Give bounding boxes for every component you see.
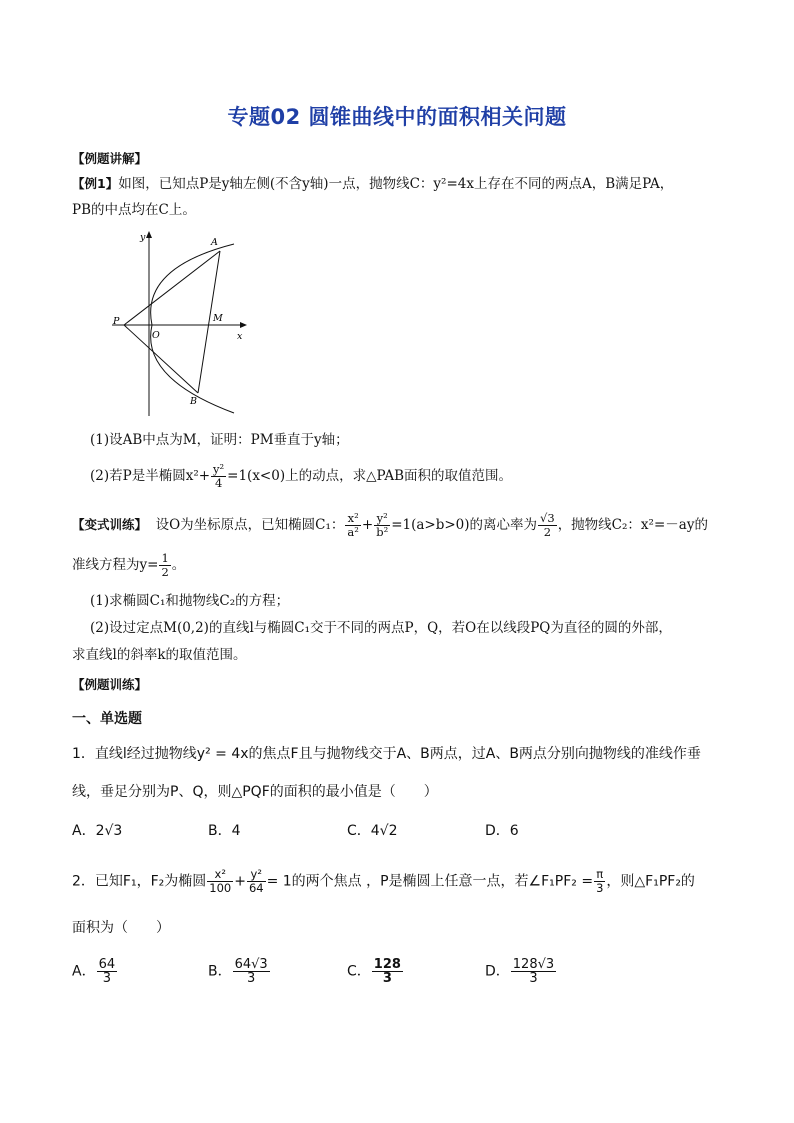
example1-q2-post: =1(x<0)上的动点，求△PAB面积的取值范围。 [227, 468, 513, 484]
point-B-label: B [190, 396, 197, 407]
fraction-pi-3 [594, 868, 605, 895]
point-M-label: M [213, 313, 223, 324]
plus-sign: + [234, 873, 246, 890]
fraction-y2-over-4 [211, 463, 226, 490]
frac-den: b² [376, 525, 389, 539]
section-example-explain: 【例题讲解】 [72, 151, 148, 166]
x-axis-label: x [237, 331, 243, 342]
variant-q1: (1)求椭圆C₁和抛物线C₂的方程； [90, 593, 290, 609]
q2-option-d [485, 958, 557, 985]
variant-line2 [72, 552, 185, 579]
point-P-label: P [113, 316, 120, 327]
frac-num: x² [207, 868, 233, 882]
point-A-label: A [211, 237, 218, 248]
option-label: A． [72, 963, 96, 980]
variant-l1-pre: 设O为坐标原点，已知椭圆C₁： [155, 517, 345, 533]
q2-option-a [72, 958, 118, 985]
frac-num: 128 [373, 957, 401, 972]
example1-q2 [90, 463, 512, 490]
example1-q1: (1)设AB中点为M，证明：PM垂直于y轴； [90, 432, 349, 448]
frac-num: π [594, 868, 605, 882]
frac-num: 1 [161, 551, 169, 565]
frac-den: 3 [102, 971, 111, 986]
frac-den: 100 [209, 881, 232, 895]
fraction-x2-100 [207, 868, 233, 895]
frac-num: x² [345, 512, 360, 526]
q2-line2: 面积为（ ） [72, 920, 170, 936]
frac-den: 2 [543, 525, 552, 539]
example1-label: 【例1】 [72, 176, 119, 191]
fraction-y2-64 [247, 868, 266, 895]
variant-q2b: 求直线l的斜率k的取值范围。 [72, 647, 247, 663]
option-label: D． [485, 963, 510, 980]
frac-den: 3 [382, 971, 392, 986]
x-axis-arrow [240, 322, 247, 328]
q1-line1: 1．直线l经过抛物线y² = 4x的焦点F且与抛物线交于A、B两点，过A、B两点分别向抛物线的准线作垂 [72, 746, 701, 762]
example1-q2-pre: (2)若P是半椭圆x²+ [90, 468, 211, 484]
segment-PA [124, 251, 220, 325]
q2-l1-pre: 2．已知F₁，F₂为椭圆 [72, 873, 207, 890]
frac-num: 128√3 [512, 957, 555, 972]
option-fraction [233, 958, 270, 985]
q2-option-b [208, 958, 271, 985]
frac-den: 3 [529, 971, 538, 986]
example1-text1: 如图，已知点P是y轴左侧(不含y轴)一点，抛物线C：y²=4x上存在不同的两点A，B满足PA， [118, 176, 674, 192]
frac-den: 4 [214, 476, 223, 490]
fraction-x2-a2 [345, 512, 360, 539]
frac-den: 2 [161, 565, 169, 579]
frac-den: 3 [596, 881, 604, 895]
q2-l1-post: ，则△F₁PF₂的 [606, 873, 695, 890]
example1-line2: PB的中点均在C上。 [72, 202, 196, 218]
variant-l2-pre: 准线方程为y= [72, 557, 159, 573]
q1-option-b: B．4 [208, 823, 241, 839]
plus-sign: + [361, 517, 374, 533]
q1-option-c: C．4√2 [347, 823, 398, 839]
y-axis-label: y [140, 232, 146, 243]
variant-line1 [72, 512, 708, 539]
frac-num: √3 [540, 511, 555, 525]
variant-q2a: (2)设过定点M(0,2)的直线l与椭圆C₁交于不同的两点P，Q，若O在以线段PQ为直径的圆的外部， [90, 620, 672, 636]
option-fraction [97, 958, 118, 985]
q1-option-a: A．2√3 [72, 823, 123, 839]
option-fraction [511, 958, 556, 985]
section-training: 【例题训练】 [72, 677, 148, 692]
fraction-y2-b2 [374, 512, 390, 539]
q2-l1-mid: = 1的两个焦点 ，P是椭圆上任意一点，若∠F₁PF₂ = [266, 873, 594, 890]
fraction-sqrt3-2 [538, 512, 557, 539]
fraction-1-2 [159, 552, 170, 579]
option-label: C． [347, 963, 371, 980]
y-axis-arrow [146, 231, 152, 238]
option-fraction [372, 958, 403, 985]
segment-PB [124, 325, 198, 393]
frac-den: 64 [248, 881, 264, 895]
frac-num: 64 [98, 957, 116, 972]
section-single-choice: 一、单选题 [72, 711, 142, 727]
frac-num: y² [374, 512, 390, 526]
q1-option-d: D．6 [485, 823, 519, 839]
frac-num: 64√3 [234, 957, 268, 972]
q2-line1 [72, 868, 695, 895]
point-O-label: O [152, 330, 160, 341]
example1-line1 [72, 175, 673, 193]
frac-num: y² [247, 868, 266, 882]
q1-line2: 线，垂足分别为P、Q，则△PQF的面积的最小值是（ ） [72, 784, 438, 800]
parabola-figure [100, 228, 260, 418]
page-title: 专题02 圆锥曲线中的面积相关问题 [227, 105, 567, 129]
variant-l1-mid: =1(a>b>0)的离心率为 [391, 517, 538, 533]
variant-l1-post: ，抛物线C₂：x²=－ay的 [557, 517, 708, 533]
frac-den: a² [347, 525, 359, 539]
frac-num: y² [213, 462, 225, 476]
q2-option-c [347, 958, 404, 985]
variant-label: 【变式训练】 [72, 517, 148, 532]
option-label: B． [208, 963, 232, 980]
frac-den: 3 [247, 971, 256, 986]
variant-l2-post: 。 [171, 557, 186, 573]
